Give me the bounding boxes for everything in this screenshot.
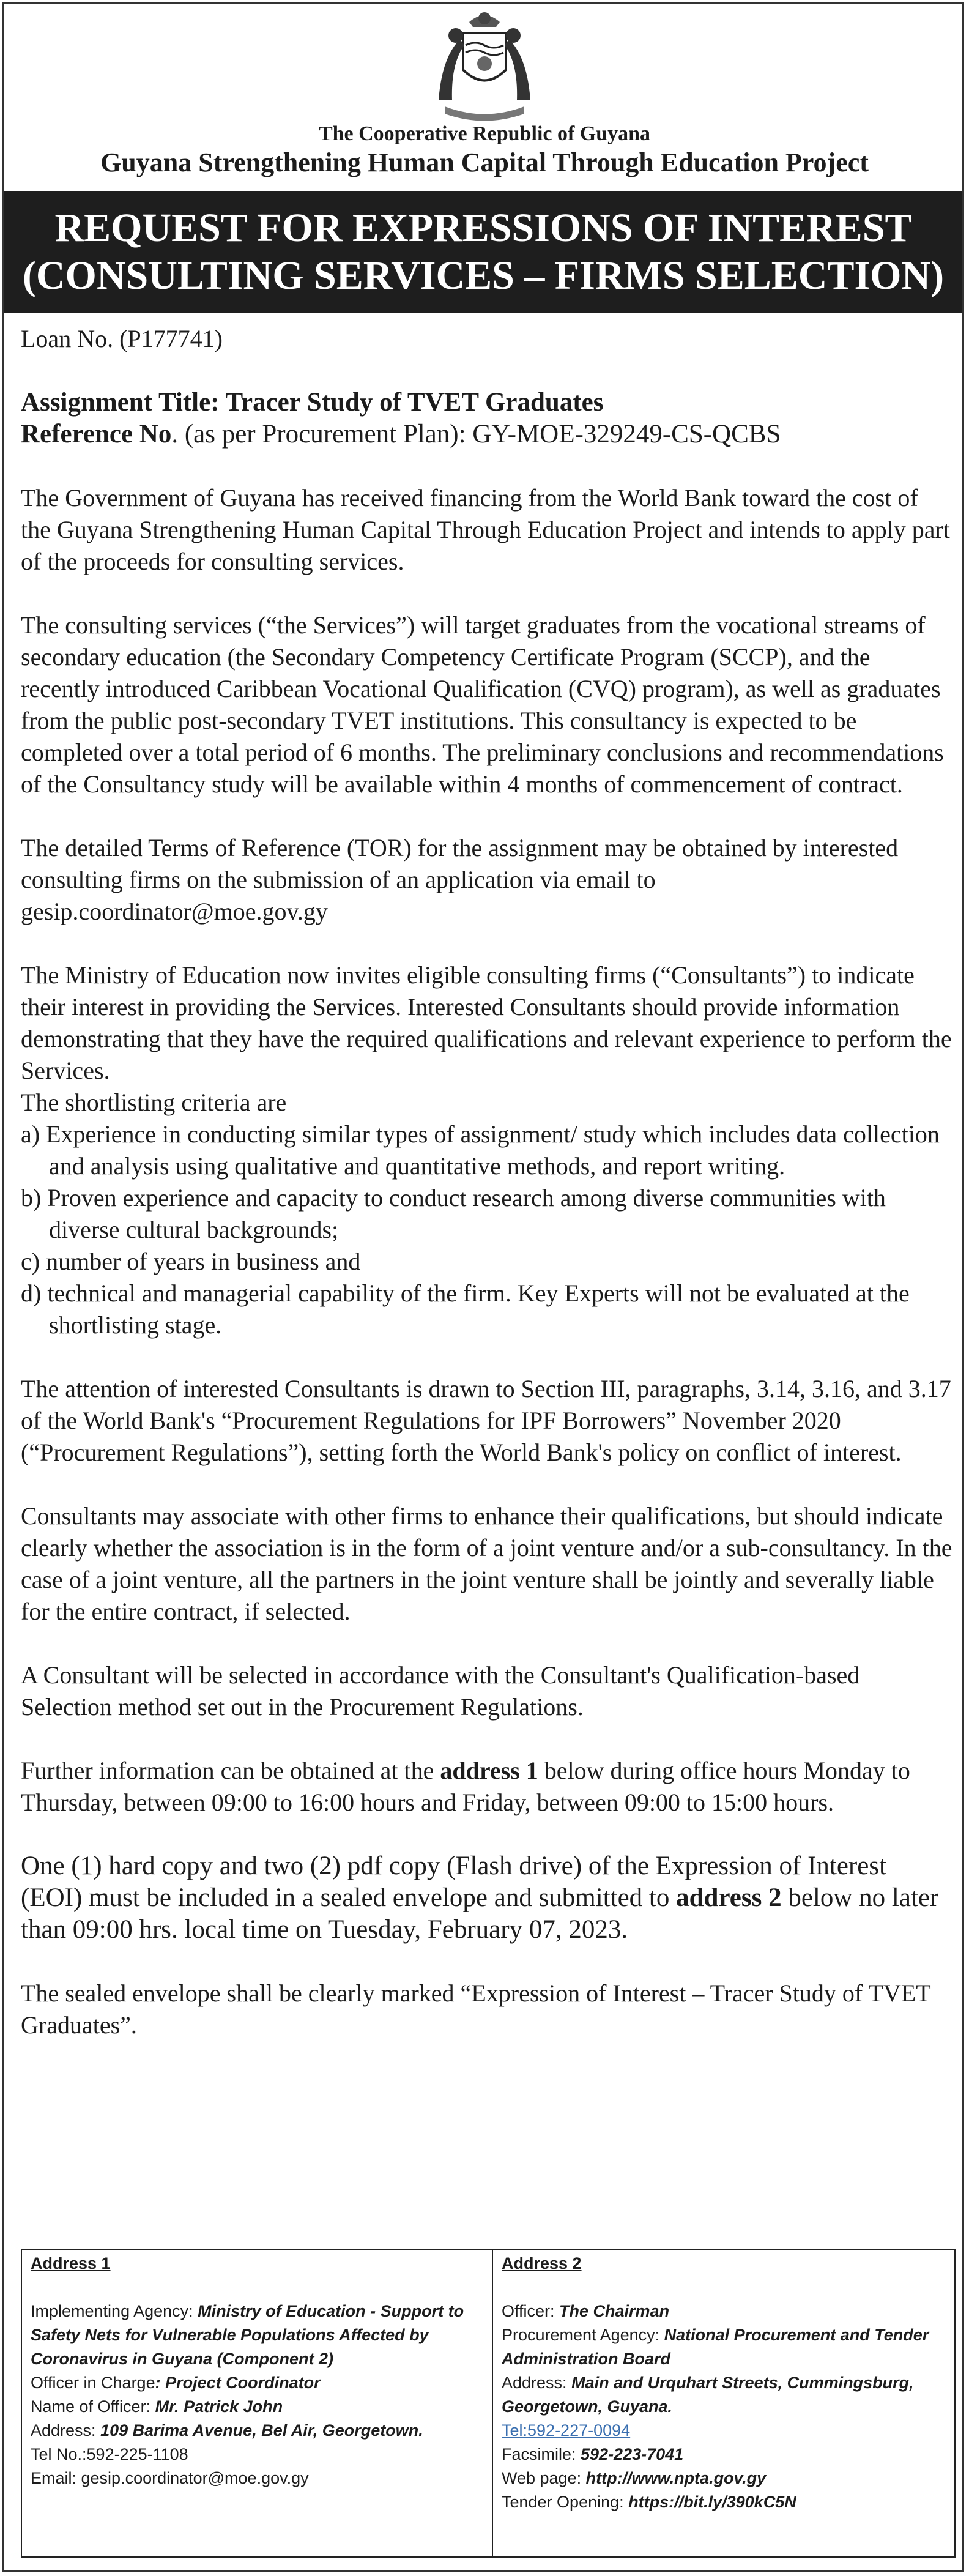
office-hours-paragraph: Further information can be obtained at the address 1 below during office hours Monday to Thursday, between 09:00 to 16:00 hours and Friday, between 09:00 to 15:00 hours. bbox=[21, 1757, 910, 1816]
loan-number: Loan No. (P177741) bbox=[21, 325, 223, 352]
address-2-web: http://www.npta.gov.gy bbox=[585, 2469, 767, 2487]
address-1-street: 109 Barima Avenue, Bel Air, Georgetown. bbox=[100, 2421, 423, 2440]
address-1-heading: Address 1 bbox=[31, 2254, 111, 2273]
invitation-paragraph: The Ministry of Education now invites eligible consulting firms (“Consultants”) to indicate their interest in providing the Services. Interested Consultants should provide information demonstrating that they have the required qualifications and relevant experience to perform the Services. bbox=[21, 961, 952, 1084]
services-paragraph: The consulting services (“the Services”) will target graduates from the vocational streams of secondary education (the Secondary Competency Certificate Program (SCCP), and the recently introduced Caribbean Vocational Qualification (CVQ) program), as well as graduates from the public post-secondary TVET institutions. This consultancy is expected to be completed over a total period of 6 months. The preliminary conclusions and recommendations of the Consultancy study will be available within 4 months of commencement of contract. bbox=[21, 611, 944, 798]
address-2-tel-link[interactable]: Tel:592-227-0094 bbox=[502, 2421, 631, 2440]
financing-paragraph: The Government of Guyana has received financing from the World Bank toward the cost of the Guyana Strengthening Human Capital Through Education Project and intends to apply part of the proceeds for consulting services. bbox=[21, 484, 950, 575]
address-1-ref: address 1 bbox=[440, 1757, 538, 1784]
banner-subtitle: (CONSULTING SERVICES – FIRMS SELECTION) bbox=[22, 253, 945, 298]
address-2-heading: Address 2 bbox=[502, 2254, 582, 2273]
association-paragraph: Consultants may associate with other firms to enhance their qualifications, but should indicate clearly whether the association is in the form of a joint venture and/or a sub-consultancy. In the case of a joint venture, all the partners in the joint venture shall be jointly and severally liable for the entire contract, if selected. bbox=[21, 1502, 952, 1625]
officer-in-charge: : Project Coordinator bbox=[155, 2373, 321, 2392]
notice-body bbox=[21, 323, 953, 2041]
procurement-agency: National Procurement and Tender Administration Board bbox=[502, 2326, 929, 2368]
address-table bbox=[21, 2249, 956, 2558]
banner-title: REQUEST FOR EXPRESSIONS OF INTEREST bbox=[54, 206, 912, 250]
address-1-tel: Tel No.:592-225-1108 bbox=[31, 2445, 188, 2463]
submission-paragraph: One (1) hard copy and two (2) pdf copy (Flash drive) of the Expression of Interest (EOI) must be included in a sealed envelope and submitted to address 2 below no later than 09:00 hrs. local time on Tuesday, February 07, 2023. bbox=[21, 1852, 939, 1944]
criteria-item: a) Experience in conducting similar types of assignment/ study which includes data collection and analysis using qualitative and quantitative methods, and report writing. bbox=[21, 1120, 940, 1180]
address-2-fax: 592-223-7041 bbox=[581, 2445, 684, 2463]
address-2-officer: The Chairman bbox=[559, 2302, 670, 2320]
selection-paragraph: A Consultant will be selected in accordance with the Consultant's Qualification-based Selection method set out in the Procurement Regulations. bbox=[21, 1661, 860, 1721]
address-2-ref: address 2 bbox=[676, 1883, 782, 1912]
address-2-column: Address 2 Officer: The Chairman Procurement Agency: National Procurement and Tender Administration Board Address: Main and Urquhart Streets, Cummingsburg, Georgetown, Guyana. Tel:592-227-0094 Facsimile: 592-223-7041 Web page: http://www.npta.gov.gy Tender Opening: https://bit.ly/390kC5N bbox=[493, 2250, 952, 2556]
tor-paragraph: The detailed Terms of Reference (TOR) for the assignment may be obtained by interested consulting firms on the submission of an application via email to gesip.coordinator@moe.gov.gy bbox=[21, 834, 899, 925]
tender-opening-link: https://bit.ly/390kC5N bbox=[628, 2493, 796, 2511]
address-1-column: Address 1 Implementing Agency: Ministry of Education - Support to Safety Nets for Vulnerable Populations Affected by Coronavirus in Guyana (Component 2) Officer in Charge: Project Coordinator Name of Officer: Mr. Patrick John Address: 109 Barima Avenue, Bel Air, Georgetown. Tel No.:592-225-1108 Email: gesip.coordinator@moe.gov.gy bbox=[22, 2250, 493, 2556]
conflict-paragraph: The attention of interested Consultants is drawn to Section III, paragraphs, 3.14, 3.16, and 3.17 of the World Bank's “Procurement Regulations for IPF Borrowers” November 2020 (“Procurement Regulations”), setting forth the World Bank's policy on conflict of interest. bbox=[21, 1375, 951, 1466]
implementing-agency: Ministry of Education - Support to Safety Nets for Vulnerable Populations Affected by Coronavirus in Guyana (Component 2) bbox=[31, 2302, 464, 2368]
criteria-item: c) number of years in business and bbox=[21, 1248, 361, 1275]
criteria-item: b) Proven experience and capacity to conduct research among diverse communities with diverse cultural backgrounds; bbox=[21, 1184, 886, 1243]
reference-label: Reference No bbox=[21, 420, 172, 449]
address-2-street: Main and Urquhart Streets, Cummingsburg, Georgetown, Guyana. bbox=[502, 2373, 914, 2416]
address-1-email: Email: gesip.coordinator@moe.gov.gy bbox=[31, 2469, 309, 2487]
officer-name: Mr. Patrick John bbox=[155, 2397, 283, 2416]
criteria-item: d) technical and managerial capability of the firm. Key Experts will not be evaluated at the shortlisting stage. bbox=[21, 1279, 910, 1339]
envelope-paragraph: The sealed envelope shall be clearly marked “Expression of Interest – Tracer Study of TVET Graduates”. bbox=[21, 1979, 930, 2039]
reference-number: . (as per Procurement Plan): GY-MOE-329249-CS-QCBS bbox=[171, 420, 781, 449]
assignment-title: Assignment Title: Tracer Study of TVET Graduates bbox=[21, 388, 604, 417]
notice-banner bbox=[4, 191, 962, 313]
republic-name: The Cooperative Republic of Guyana bbox=[318, 122, 651, 145]
project-name: Guyana Strengthening Human Capital Through Education Project bbox=[100, 147, 869, 177]
coat-of-arms-icon bbox=[426, 9, 543, 122]
criteria-intro: The shortlisting criteria are bbox=[21, 1089, 287, 1116]
